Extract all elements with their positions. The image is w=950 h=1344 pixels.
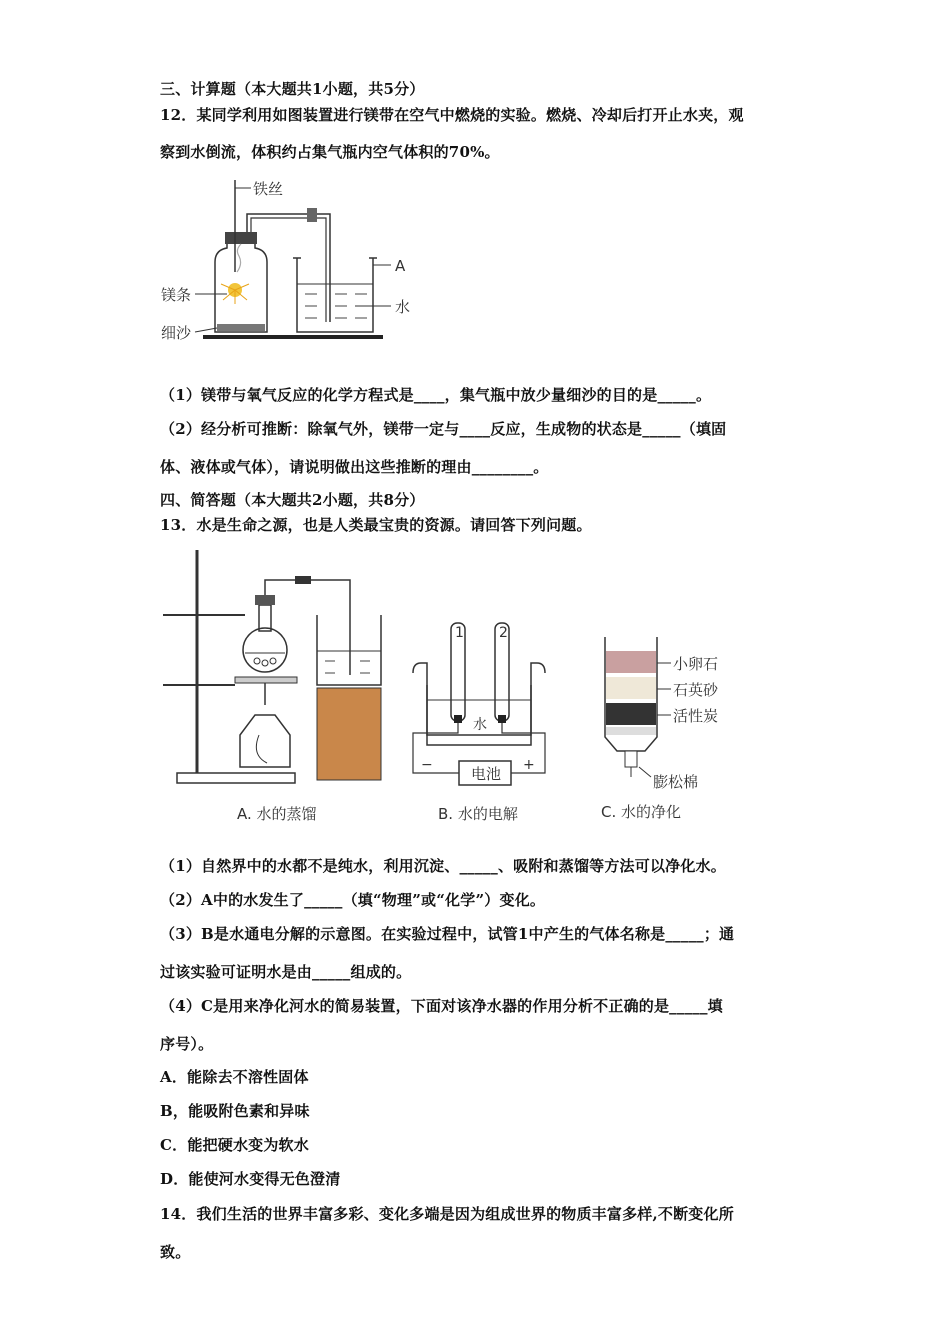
question-12-part2-line2: 体、液体或气体），请说明做出这些推断的理由________。: [160, 458, 549, 476]
option-b: B，能吸附色素和异味: [160, 1102, 310, 1120]
water-label: 水: [473, 717, 487, 733]
bottle-stopper: [225, 232, 257, 244]
beaker: [297, 258, 373, 332]
section-heading-3: 三、计算题（本大题共1小题，共5分）: [160, 80, 425, 98]
delivery-tube: [247, 214, 330, 322]
question-13-part2: （2）A中的水发生了_____（填“物理”或“化学”）变化。: [160, 891, 546, 909]
question-13-part3-line1: （3）B是水通电分解的示意图。在实验过程中，试管1中产生的气体名称是_____；通: [160, 925, 735, 943]
battery-label: 电池: [471, 765, 502, 783]
question-13-part1: （1）自然界中的水都不是纯水，利用沉淀、_____、吸附和蒸馏等方法可以净化水。: [160, 857, 726, 875]
electrolysis-apparatus: [413, 623, 545, 785]
question-13-part3-line2: 过该实验可证明水是由_____组成的。: [160, 963, 412, 981]
base-plate: [203, 335, 383, 339]
question-12-line1: 12．某同学利用如图装置进行镁带在空气中燃烧的实验。燃烧、冷却后打开止水夹，观: [160, 106, 744, 124]
layer-cotton: 膨松棉: [653, 773, 699, 791]
label-iron-wire: 铁丝: [253, 180, 284, 198]
label-water: 水: [395, 298, 411, 316]
question-12-part2-line1: （2）经分析可推断：除氧气外，镁带一定与____反应，生成物的状态是_____（填固: [160, 420, 727, 438]
question-13-part4-line1: （4）C是用来净化河水的简易装置，下面对该净水器的作用分析不正确的是_____填: [160, 997, 723, 1015]
tube-2-label: 2: [499, 625, 508, 641]
gas-collection-bottle: [215, 240, 267, 332]
label-magnesium: 镁条: [161, 286, 192, 304]
option-d: D．能使河水变得无色澄清: [160, 1170, 341, 1188]
layer-activated-carbon: 活性炭: [673, 707, 719, 725]
magnesium-apparatus-figure: [155, 172, 425, 352]
section-heading-4: 四、简答题（本大题共2小题，共8分）: [160, 491, 425, 509]
question-14-line2: 致。: [160, 1243, 191, 1261]
layer-pebbles: 小卵石: [673, 655, 719, 673]
option-a: A．能除去不溶性固体: [160, 1068, 309, 1086]
water-purifier: [605, 637, 719, 791]
question-12-part1: （1）镁带与氧气反应的化学方程式是____，集气瓶中放少量细沙的目的是_____。: [160, 386, 712, 404]
label-fine-sand: 细沙: [161, 324, 192, 342]
caption-b: B. 水的电解: [438, 805, 518, 823]
question-14-line1: 14．我们生活的世界丰富多彩、变化多端是因为组成世界的物质丰富多样,不断变化所: [160, 1205, 734, 1223]
tube-1-label: 1: [455, 625, 464, 641]
minus-sign: −: [421, 757, 433, 773]
caption-a: A. 水的蒸馏: [237, 805, 317, 823]
water-experiments-figure: [155, 545, 755, 835]
plus-sign: +: [523, 757, 535, 773]
distillation-apparatus: [163, 550, 381, 783]
option-c: C．能把硬水变为软水: [160, 1136, 309, 1154]
label-a: A: [395, 257, 406, 275]
caption-c: C. 水的净化: [601, 803, 682, 821]
layer-quartz-sand: 石英砂: [673, 681, 719, 699]
question-12-line2: 察到水倒流，体积约占集气瓶内空气体积的70%。: [160, 143, 500, 161]
fine-sand: [217, 324, 265, 331]
question-13-intro: 13．水是生命之源，也是人类最宝贵的资源。请回答下列问题。: [160, 516, 592, 534]
question-13-part4-line2: 序号）。: [160, 1035, 214, 1053]
water-clamp: [307, 208, 317, 222]
